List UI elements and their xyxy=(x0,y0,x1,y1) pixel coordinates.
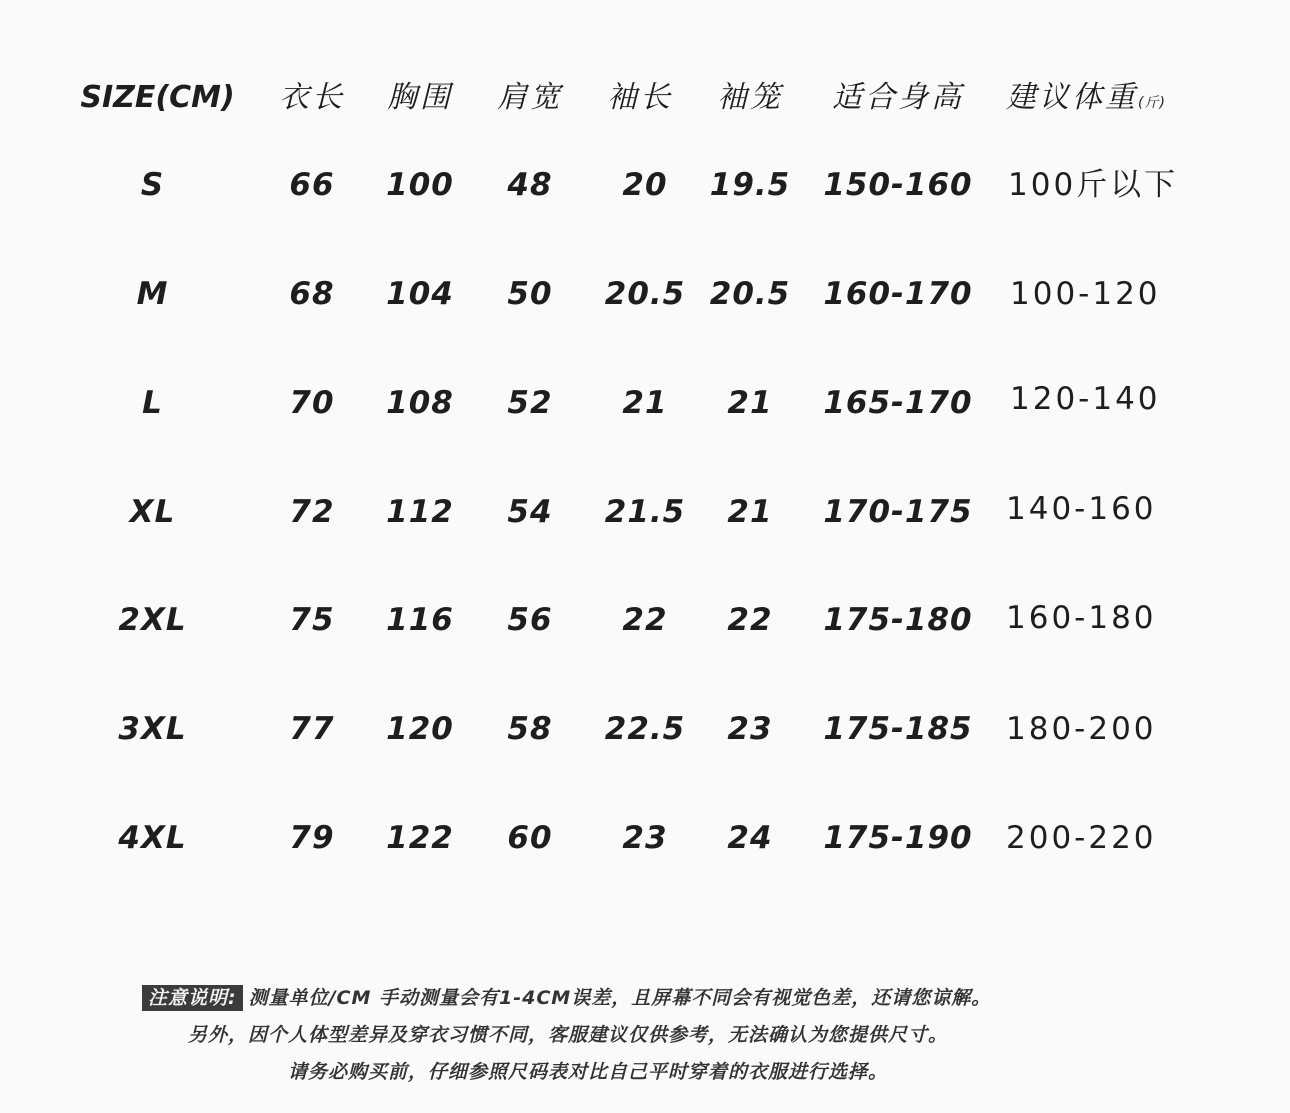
cell-sleeve-length: 20.5 xyxy=(604,276,686,312)
header-sleeve-width: 袖笼 xyxy=(717,80,783,115)
cell-sleeve-length: 21.5 xyxy=(604,494,686,530)
cell-size: 3XL xyxy=(118,711,187,747)
table-row xyxy=(0,590,1290,650)
cell-weight: 140-160 xyxy=(1006,491,1157,527)
cell-sleeve-length: 20 xyxy=(622,167,668,203)
cell-length: 70 xyxy=(289,385,335,421)
cell-length: 68 xyxy=(289,276,335,312)
cell-sleeve-length: 21 xyxy=(622,385,668,421)
header-height: 适合身高 xyxy=(832,80,964,115)
cell-height: 160-170 xyxy=(823,276,973,312)
cell-length: 66 xyxy=(289,167,335,203)
table-row xyxy=(0,373,1290,433)
cell-chest: 112 xyxy=(386,494,454,530)
cell-height: 175-180 xyxy=(823,602,973,638)
table-row xyxy=(0,808,1290,868)
cell-chest: 108 xyxy=(386,385,454,421)
cell-weight: 100斤以下 xyxy=(1008,167,1179,203)
header-chest: 胸围 xyxy=(387,80,453,115)
cell-size: S xyxy=(140,167,165,203)
cell-sleeve-length: 22.5 xyxy=(604,711,686,747)
table-row xyxy=(0,482,1290,542)
cell-shoulder: 58 xyxy=(507,711,553,747)
cell-height: 175-190 xyxy=(823,820,973,856)
cell-length: 72 xyxy=(289,494,335,530)
cell-size: L xyxy=(142,385,163,421)
cell-weight: 160-180 xyxy=(1006,600,1157,636)
note-text-1: 测量单位/CM 手动测量会有1-4CM误差，且屏幕不同会有视觉色差，还请您谅解。 xyxy=(248,987,992,1009)
header-weight-label: 建议体重 xyxy=(1006,80,1138,115)
cell-chest: 122 xyxy=(386,820,454,856)
header-sleeve-length: 袖长 xyxy=(607,80,673,115)
note-line-2: 另外，因个人体型差异及穿衣习惯不同，客服建议仅供参考，无法确认为您提供尺寸。 xyxy=(188,1024,949,1046)
header-weight xyxy=(1006,68,1236,128)
cell-chest: 104 xyxy=(386,276,454,312)
cell-chest: 120 xyxy=(386,711,454,747)
cell-sleeve-width: 19.5 xyxy=(709,167,791,203)
cell-length: 75 xyxy=(289,602,335,638)
cell-chest: 100 xyxy=(386,167,454,203)
cell-weight: 180-200 xyxy=(1006,711,1157,747)
cell-shoulder: 48 xyxy=(507,167,553,203)
cell-height: 170-175 xyxy=(823,494,973,530)
cell-weight: 100-120 xyxy=(1010,276,1161,312)
cell-weight: 200-220 xyxy=(1006,820,1157,856)
cell-shoulder: 60 xyxy=(507,820,553,856)
cell-sleeve-width: 24 xyxy=(727,820,773,856)
cell-length: 77 xyxy=(289,711,335,747)
cell-sleeve-width: 22 xyxy=(727,602,773,638)
cell-shoulder: 50 xyxy=(507,276,553,312)
cell-shoulder: 52 xyxy=(507,385,553,421)
cell-shoulder: 54 xyxy=(507,494,553,530)
cell-sleeve-width: 21 xyxy=(727,385,773,421)
header-length: 衣长 xyxy=(279,80,345,115)
table-row xyxy=(0,155,1290,215)
table-header-row xyxy=(0,68,1290,128)
header-shoulder: 肩宽 xyxy=(497,80,563,115)
cell-sleeve-width: 23 xyxy=(727,711,773,747)
cell-shoulder: 56 xyxy=(507,602,553,638)
cell-size: 2XL xyxy=(118,602,187,638)
cell-size: XL xyxy=(129,494,176,530)
cell-size: 4XL xyxy=(118,820,187,856)
cell-sleeve-length: 23 xyxy=(622,820,668,856)
table-row xyxy=(0,264,1290,324)
cell-sleeve-width: 20.5 xyxy=(709,276,791,312)
cell-sleeve-width: 21 xyxy=(727,494,773,530)
cell-height: 165-170 xyxy=(823,385,973,421)
cell-height: 175-185 xyxy=(823,711,973,747)
cell-chest: 116 xyxy=(386,602,454,638)
cell-height: 150-160 xyxy=(823,167,973,203)
note-line-1 xyxy=(142,983,991,1010)
header-weight-unit: (斤) xyxy=(1138,95,1166,111)
cell-weight: 120-140 xyxy=(1010,381,1161,417)
cell-sleeve-length: 22 xyxy=(622,602,668,638)
note-line-3: 请务必购买前，仔细参照尺码表对比自己平时穿着的衣服进行选择。 xyxy=(288,1061,889,1083)
cell-size: M xyxy=(136,276,169,312)
table-row xyxy=(0,699,1290,759)
notes-tag: 注意说明: xyxy=(142,985,243,1011)
header-size: SIZE(CM) xyxy=(80,80,235,115)
cell-length: 79 xyxy=(289,820,335,856)
